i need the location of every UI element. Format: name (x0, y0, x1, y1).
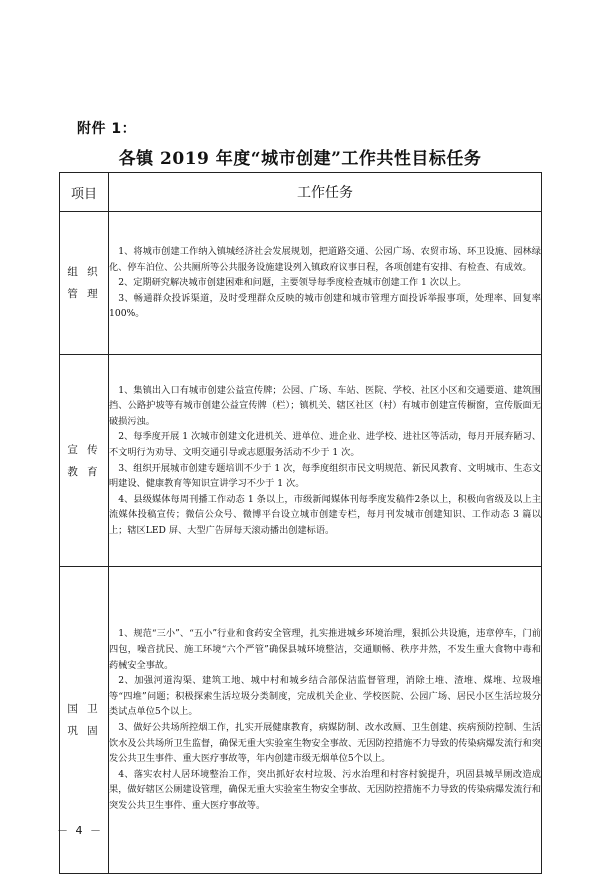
task-table (59, 172, 542, 874)
header-task: 工作任务 (109, 173, 542, 212)
row-item-label: 宣 传 (67, 443, 101, 456)
page-number: － 4 － (57, 824, 103, 837)
task-paragraph: 1、集镇出入口有城市创建公益宣传牌；公园、广场、车站、医院、学校、社区小区和交通要道、建筑围挡、公路护坡等有城市创建公益宣传牌（栏）；镇机关、辖区社区（村）有城市创建宣传橱窗，宣传版面无破损污浊。 (109, 384, 541, 427)
row-task-cell (109, 212, 542, 355)
task-paragraph: 3、组织开展城市创建专题培训不少于 1 次，每季度组织市民文明规范、新民风教育、文明城市、生态文明建设、健康教育等知识宣讲学习不少于 1 次。 (109, 462, 541, 490)
task-paragraph: 4、落实农村人居环境整治工作，突出抓好农村垃圾、污水治理和村容村貌提升，巩固县城旱厕改造成果，做好辖区公厕建设管理，确保无重大实验室生物安全事故、无因防控措施不力导致的传染病爆发流行和突发公共卫生事件、重大医疗事故等。 (109, 768, 541, 811)
task-paragraph: 2、定期研究解决城市创建困难和问题，主要领导每季度检查城市创建工作 1 次以上。 (118, 277, 467, 289)
task-paragraph: 2、加强河道沟渠、建筑工地、城中村和城乡结合部保洁监督管理，消除土堆、渣堆、煤堆、垃圾堆等“四堆”问题；积极探索生活垃圾分类制度，完成机关企业、学校医院、公园广场、居民小区生活垃圾分类试点单位5个以上。 (109, 675, 541, 718)
task-paragraph: 3、做好公共场所控烟工作，扎实开展健康教育，病媒防制、改水改厕、卫生创建、疾病预防控制、生活饮水及公共场所卫生监督，确保无重大实验室生物安全事故、无因防控措施不力导致的传染病爆发流行和突发公共卫生事件、重大医疗事故等，年内创建市级无烟单位5个以上。 (109, 722, 541, 765)
row-item-label: 国 卫 (67, 703, 101, 715)
header-item: 项目 (60, 173, 109, 212)
row-item-label: 组 织 (67, 266, 101, 278)
table-row (60, 212, 542, 355)
row-item-label: 管 理 (67, 288, 101, 300)
row-item-label: 巩 固 (67, 725, 101, 737)
attachment-label: 附件 1： (77, 121, 137, 137)
row-item-cell (60, 355, 109, 567)
table-header-row (60, 173, 542, 212)
task-paragraph: 2、每季度开展 1 次城市创建文化进机关、进单位、进企业、进学校、进社区等活动，每月开展弃陋习、不文明行为劝导、文明交通引导或志愿服务活动不少于 1 次。 (109, 431, 541, 458)
row-item-label: 教 育 (67, 465, 101, 478)
table-row (60, 567, 542, 874)
row-item-cell (60, 212, 109, 355)
row-task-cell (109, 567, 542, 874)
task-paragraph: 3、畅通群众投诉渠道，及时受理群众反映的城市创建和城市管理方面投诉举报事项，处理率、回复率 100%。 (109, 292, 541, 320)
document-title: 各镇 2019 年度“城市创建”工作共性目标任务 (118, 149, 482, 169)
task-paragraph: 1、规范“三小”、“五小”行业和食药安全管理，扎实推进城乡环境治理，狠抓公共设施，违章停车，门前四包，噪音扰民、施工环境“六个严管”确保县城环境整洁，交通顺畅、秩序井然，不发生重大食物中毒和药械安全事故。 (109, 628, 541, 671)
task-paragraph: 4、县级媒体每周刊播工作动态 1 条以上，市级新闻媒体刊每季度发稿件2条以上，积极向省级及以上主流媒体投稿宣传；微信公众号、微博平台设立城市创建专栏，每月刊发城市创建知识、工作动态 3 篇以上；辖区LED 屏、大型广告屏每天滚动播出创建标语。 (109, 493, 542, 536)
row-task-cell (109, 355, 542, 567)
task-paragraph: 1、将城市创建工作纳入镇城经济社会发展规划，把道路交通、公园广场、农贸市场、环卫设施、园林绿化、停车泊位、公共厕所等公共服务设施建设列入镇政府议事日程，各项创建有安排、有检查、有成效。 (109, 246, 541, 273)
table-row (60, 355, 542, 567)
